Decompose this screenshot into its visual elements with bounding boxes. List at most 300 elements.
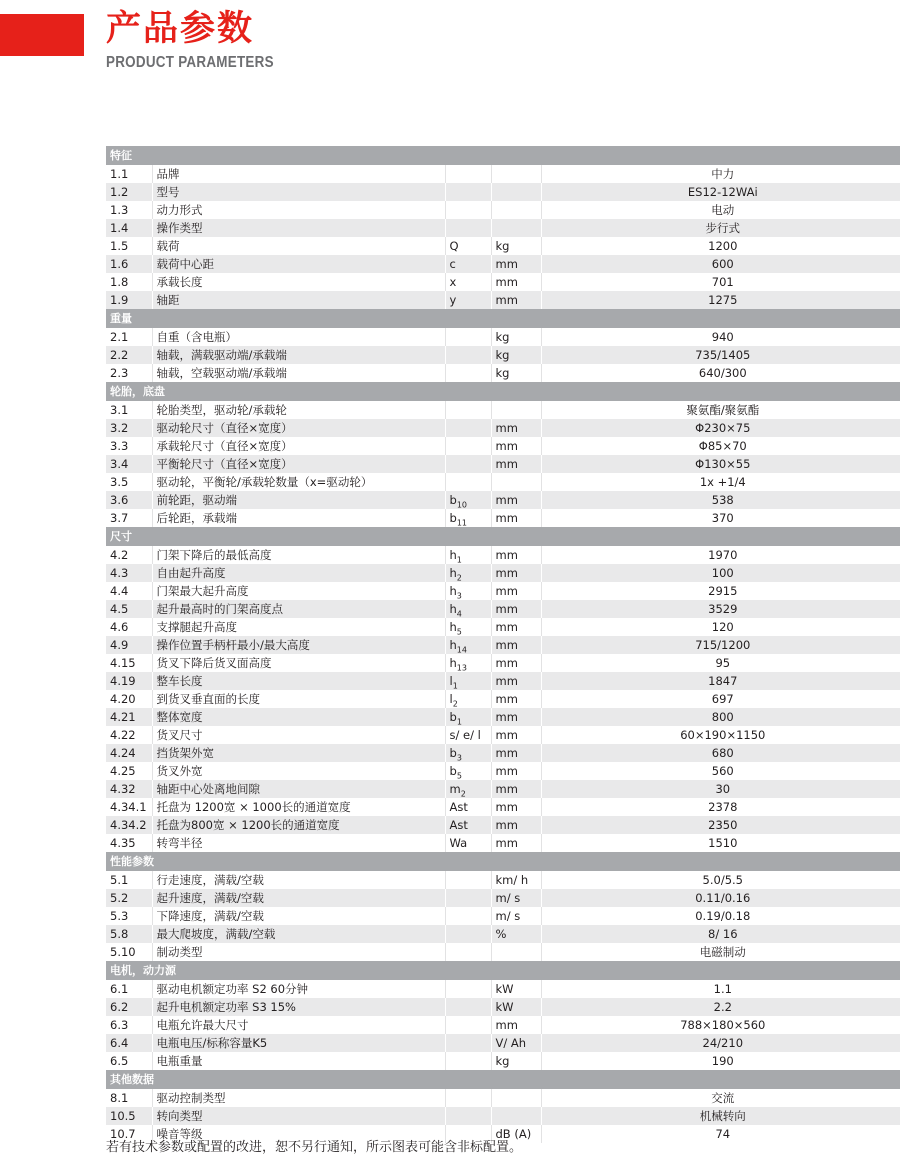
cell-symbol <box>445 744 491 762</box>
cell-description: 驱动电机额定功率 S2 60分钟 <box>152 980 445 998</box>
table-row <box>106 509 900 527</box>
cell-value: 788×180×560 <box>541 1016 900 1034</box>
cell-unit: mm <box>491 636 541 654</box>
cell-description: 托盘为 1200宽 × 1000长的通道宽度 <box>152 798 445 816</box>
cell-value: 190 <box>541 1052 900 1070</box>
page-title: 产品参数 <box>106 9 255 49</box>
cell-value: Φ85×70 <box>541 437 900 455</box>
cell-symbol <box>445 889 491 907</box>
cell-number: 10.7 <box>106 1125 152 1143</box>
cell-description: 挡货架外宽 <box>152 744 445 762</box>
cell-unit: mm <box>491 419 541 437</box>
cell-unit <box>491 943 541 961</box>
cell-unit: kW <box>491 980 541 998</box>
table-row <box>106 998 900 1016</box>
cell-number: 4.24 <box>106 744 152 762</box>
cell-value: 0.11/0.16 <box>541 889 900 907</box>
cell-value: 步行式 <box>541 219 900 237</box>
cell-number: 5.2 <box>106 889 152 907</box>
cell-unit: mm <box>491 690 541 708</box>
symbol-letter: b <box>449 710 457 724</box>
cell-description: 转弯半径 <box>152 834 445 852</box>
cell-description: 起升速度，满载/空载 <box>152 889 445 907</box>
cell-value: 701 <box>541 273 900 291</box>
cell-symbol <box>445 980 491 998</box>
cell-unit: % <box>491 925 541 943</box>
cell-value: 538 <box>541 491 900 509</box>
cell-description: 轴载，空载驱动端/承载端 <box>152 364 445 382</box>
cell-unit: mm <box>491 582 541 600</box>
table-row <box>106 980 900 998</box>
cell-value: 697 <box>541 690 900 708</box>
cell-description: 承载长度 <box>152 273 445 291</box>
cell-number: 4.34.1 <box>106 798 152 816</box>
table-row <box>106 437 900 455</box>
cell-description: 型号 <box>152 183 445 201</box>
table-row <box>106 762 900 780</box>
cell-description: 起升电机额定功率 S3 15% <box>152 998 445 1016</box>
cell-number: 4.4 <box>106 582 152 600</box>
cell-number: 3.7 <box>106 509 152 527</box>
cell-unit: mm <box>491 780 541 798</box>
cell-number: 4.15 <box>106 654 152 672</box>
cell-unit <box>491 401 541 419</box>
cell-unit: kg <box>491 364 541 382</box>
cell-symbol <box>445 183 491 201</box>
cell-unit: mm <box>491 437 541 455</box>
cell-number: 6.2 <box>106 998 152 1016</box>
cell-value: 2378 <box>541 798 900 816</box>
cell-symbol <box>445 491 491 509</box>
cell-number: 4.9 <box>106 636 152 654</box>
cell-value: 2915 <box>541 582 900 600</box>
symbol-subscript: 2 <box>456 573 462 582</box>
cell-description: 电瓶重量 <box>152 1052 445 1070</box>
table-row <box>106 455 900 473</box>
cell-number: 1.9 <box>106 291 152 309</box>
symbol-subscript: 5 <box>456 771 462 780</box>
cell-unit: mm <box>491 708 541 726</box>
cell-symbol: Wa <box>445 834 491 852</box>
symbol-subscript: 3 <box>456 591 462 600</box>
table-row <box>106 726 900 744</box>
cell-value: 95 <box>541 654 900 672</box>
table-row <box>106 690 900 708</box>
cell-value: 600 <box>541 255 900 273</box>
table-row <box>106 925 900 943</box>
cell-number: 2.1 <box>106 328 152 346</box>
header-accent-block <box>0 14 84 56</box>
symbol-letter: h <box>449 602 457 616</box>
cell-unit: mm <box>491 654 541 672</box>
cell-value: 1970 <box>541 546 900 564</box>
cell-description: 后轮距，承载端 <box>152 509 445 527</box>
cell-number: 8.1 <box>106 1089 152 1107</box>
cell-symbol <box>445 201 491 219</box>
table-row <box>106 564 900 582</box>
cell-value: 640/300 <box>541 364 900 382</box>
section-header <box>106 309 900 328</box>
cell-number: 3.1 <box>106 401 152 419</box>
cell-number: 4.19 <box>106 672 152 690</box>
section-header <box>106 852 900 871</box>
cell-value: 120 <box>541 618 900 636</box>
parameters-table <box>106 146 900 1143</box>
section-title: 特征 <box>106 146 900 165</box>
cell-symbol: c <box>445 255 491 273</box>
cell-description: 载荷 <box>152 237 445 255</box>
symbol-subscript: 2 <box>452 699 458 708</box>
cell-number: 1.1 <box>106 165 152 183</box>
table-row <box>106 1107 900 1125</box>
cell-number: 6.1 <box>106 980 152 998</box>
symbol-letter: h <box>449 638 457 652</box>
cell-unit <box>491 183 541 201</box>
cell-symbol <box>445 690 491 708</box>
symbol-letter: b <box>449 511 457 525</box>
cell-symbol <box>445 364 491 382</box>
cell-symbol <box>445 762 491 780</box>
cell-number: 4.22 <box>106 726 152 744</box>
cell-description: 制动类型 <box>152 943 445 961</box>
cell-description: 载荷中心距 <box>152 255 445 273</box>
cell-description: 货叉尺寸 <box>152 726 445 744</box>
cell-unit: mm <box>491 1016 541 1034</box>
table-row <box>106 183 900 201</box>
cell-number: 4.5 <box>106 600 152 618</box>
cell-unit: mm <box>491 744 541 762</box>
cell-symbol: Q <box>445 237 491 255</box>
section-header <box>106 382 900 401</box>
cell-unit <box>491 219 541 237</box>
section-title: 尺寸 <box>106 527 900 546</box>
cell-number: 5.3 <box>106 907 152 925</box>
table-row <box>106 907 900 925</box>
section-header <box>106 527 900 546</box>
cell-symbol <box>445 546 491 564</box>
cell-symbol <box>445 871 491 889</box>
cell-symbol <box>445 1052 491 1070</box>
cell-number: 1.6 <box>106 255 152 273</box>
cell-unit: m/ s <box>491 889 541 907</box>
table-row <box>106 600 900 618</box>
cell-value: 聚氨酯/聚氨酯 <box>541 401 900 419</box>
cell-value: 1847 <box>541 672 900 690</box>
cell-symbol <box>445 600 491 618</box>
table-row <box>106 328 900 346</box>
cell-description: 平衡轮尺寸（直径×宽度） <box>152 455 445 473</box>
cell-number: 4.6 <box>106 618 152 636</box>
cell-unit: mm <box>491 762 541 780</box>
cell-symbol <box>445 618 491 636</box>
cell-value: 60×190×1150 <box>541 726 900 744</box>
symbol-subscript: 10 <box>456 500 467 509</box>
cell-value: 8/ 16 <box>541 925 900 943</box>
symbol-subscript: 2 <box>460 789 466 798</box>
cell-description: 轮胎类型，驱动轮/承载轮 <box>152 401 445 419</box>
cell-number: 6.5 <box>106 1052 152 1070</box>
cell-unit: mm <box>491 273 541 291</box>
cell-number: 5.1 <box>106 871 152 889</box>
cell-description: 货叉外宽 <box>152 762 445 780</box>
cell-number: 10.5 <box>106 1107 152 1125</box>
cell-description: 自重（含电瓶） <box>152 328 445 346</box>
cell-symbol: Ast <box>445 798 491 816</box>
cell-number: 3.2 <box>106 419 152 437</box>
cell-unit: kg <box>491 1052 541 1070</box>
symbol-letter: b <box>449 493 457 507</box>
cell-number: 5.10 <box>106 943 152 961</box>
cell-description: 操作位置手柄杆最小/最大高度 <box>152 636 445 654</box>
cell-symbol <box>445 672 491 690</box>
cell-description: 下降速度，满载/空载 <box>152 907 445 925</box>
cell-unit: mm <box>491 455 541 473</box>
cell-description: 前轮距，驱动端 <box>152 491 445 509</box>
cell-description: 最大爬坡度，满载/空载 <box>152 925 445 943</box>
cell-unit <box>491 1107 541 1125</box>
cell-description: 电瓶电压/标称容量K5 <box>152 1034 445 1052</box>
cell-number: 1.2 <box>106 183 152 201</box>
section-header <box>106 1070 900 1089</box>
symbol-letter: b <box>449 746 457 760</box>
cell-value: 2350 <box>541 816 900 834</box>
cell-unit: mm <box>491 618 541 636</box>
table-row <box>106 744 900 762</box>
cell-description: 驱动控制类型 <box>152 1089 445 1107</box>
symbol-subscript: 3 <box>456 753 462 762</box>
cell-value: 2.2 <box>541 998 900 1016</box>
cell-symbol <box>445 1089 491 1107</box>
cell-description: 品牌 <box>152 165 445 183</box>
cell-value: ES12-12WAi <box>541 183 900 201</box>
table-row <box>106 165 900 183</box>
cell-number: 3.6 <box>106 491 152 509</box>
symbol-subscript: 1 <box>452 681 458 690</box>
cell-value: 机械转向 <box>541 1107 900 1125</box>
cell-unit: mm <box>491 834 541 852</box>
symbol-subscript: 1 <box>456 555 462 564</box>
cell-symbol <box>445 636 491 654</box>
table-row <box>106 889 900 907</box>
cell-symbol <box>445 1016 491 1034</box>
cell-symbol <box>445 165 491 183</box>
cell-value: Φ130×55 <box>541 455 900 473</box>
cell-symbol <box>445 473 491 491</box>
cell-description: 电瓶允许最大尺寸 <box>152 1016 445 1034</box>
symbol-letter: m <box>449 782 461 796</box>
cell-value: 交流 <box>541 1089 900 1107</box>
cell-value: 560 <box>541 762 900 780</box>
cell-symbol: Ast <box>445 816 491 834</box>
table-row <box>106 473 900 491</box>
cell-value: 715/1200 <box>541 636 900 654</box>
table-row <box>106 780 900 798</box>
symbol-letter: h <box>449 656 457 670</box>
cell-symbol <box>445 780 491 798</box>
cell-description: 到货叉垂直面的长度 <box>152 690 445 708</box>
table-row <box>106 654 900 672</box>
table-row <box>106 798 900 816</box>
cell-number: 4.32 <box>106 780 152 798</box>
cell-unit: kW <box>491 998 541 1016</box>
table-row <box>106 237 900 255</box>
cell-description: 噪音等级 <box>152 1125 445 1143</box>
cell-description: 转向类型 <box>152 1107 445 1125</box>
cell-unit: mm <box>491 255 541 273</box>
cell-unit: mm <box>491 672 541 690</box>
cell-description: 门架最大起升高度 <box>152 582 445 600</box>
symbol-letter: l <box>449 692 453 706</box>
cell-unit: mm <box>491 600 541 618</box>
cell-unit: mm <box>491 291 541 309</box>
table-row <box>106 834 900 852</box>
section-title: 性能参数 <box>106 852 900 871</box>
page-subtitle: PRODUCT PARAMETERS <box>106 54 274 71</box>
cell-value: 24/210 <box>541 1034 900 1052</box>
table-row <box>106 219 900 237</box>
cell-number: 1.4 <box>106 219 152 237</box>
cell-value: Φ230×75 <box>541 419 900 437</box>
table-row <box>106 1034 900 1052</box>
cell-value: 1275 <box>541 291 900 309</box>
table-row <box>106 364 900 382</box>
cell-unit <box>491 1089 541 1107</box>
cell-symbol <box>445 582 491 600</box>
footnote: 若有技术参数或配置的改进，恕不另行通知，所示图表可能含非标配置。 <box>106 1140 523 1155</box>
table-row <box>106 943 900 961</box>
section-title: 其他数据 <box>106 1070 900 1089</box>
cell-description: 起升最高时的门架高度点 <box>152 600 445 618</box>
table-row <box>106 871 900 889</box>
cell-description: 承载轮尺寸（直径×宽度） <box>152 437 445 455</box>
cell-symbol <box>445 219 491 237</box>
cell-description: 整车长度 <box>152 672 445 690</box>
cell-symbol <box>445 328 491 346</box>
cell-value: 1510 <box>541 834 900 852</box>
cell-unit: km/ h <box>491 871 541 889</box>
cell-symbol <box>445 708 491 726</box>
symbol-letter: b <box>449 764 457 778</box>
cell-number: 4.20 <box>106 690 152 708</box>
cell-value: 0.19/0.18 <box>541 907 900 925</box>
cell-number: 2.3 <box>106 364 152 382</box>
cell-symbol <box>445 564 491 582</box>
symbol-letter: h <box>449 566 457 580</box>
cell-description: 托盘为800宽 × 1200长的通道宽度 <box>152 816 445 834</box>
cell-number: 4.34.2 <box>106 816 152 834</box>
cell-value: 74 <box>541 1125 900 1143</box>
symbol-letter: h <box>449 620 457 634</box>
cell-description: 动力形式 <box>152 201 445 219</box>
symbol-subscript: 4 <box>456 609 462 618</box>
cell-symbol <box>445 654 491 672</box>
cell-description: 操作类型 <box>152 219 445 237</box>
cell-number: 1.3 <box>106 201 152 219</box>
cell-number: 4.21 <box>106 708 152 726</box>
symbol-subscript: 1 <box>456 717 462 726</box>
cell-unit <box>491 473 541 491</box>
cell-symbol <box>445 907 491 925</box>
section-header <box>106 146 900 165</box>
cell-number: 6.4 <box>106 1034 152 1052</box>
cell-description: 行走速度，满载/空载 <box>152 871 445 889</box>
table-row <box>106 1052 900 1070</box>
cell-description: 轴载，满载驱动端/承载端 <box>152 346 445 364</box>
table-row <box>106 708 900 726</box>
cell-number: 4.35 <box>106 834 152 852</box>
cell-unit: kg <box>491 346 541 364</box>
cell-number: 1.5 <box>106 237 152 255</box>
cell-symbol: x <box>445 273 491 291</box>
cell-description: 门架下降后的最低高度 <box>152 546 445 564</box>
cell-unit <box>491 165 541 183</box>
cell-value: 940 <box>541 328 900 346</box>
table-row <box>106 419 900 437</box>
cell-unit <box>491 201 541 219</box>
cell-description: 整体宽度 <box>152 708 445 726</box>
cell-value: 5.0/5.5 <box>541 871 900 889</box>
cell-symbol <box>445 509 491 527</box>
cell-symbol <box>445 925 491 943</box>
table-row <box>106 291 900 309</box>
cell-description: 轴距中心处离地间隙 <box>152 780 445 798</box>
table-row <box>106 672 900 690</box>
cell-symbol <box>445 998 491 1016</box>
cell-unit: m/ s <box>491 907 541 925</box>
cell-value: 1x +1/4 <box>541 473 900 491</box>
table-row <box>106 582 900 600</box>
cell-value: 370 <box>541 509 900 527</box>
table-row <box>106 636 900 654</box>
cell-symbol <box>445 437 491 455</box>
cell-value: 3529 <box>541 600 900 618</box>
table-row <box>106 201 900 219</box>
table-row <box>106 273 900 291</box>
cell-symbol <box>445 943 491 961</box>
cell-value: 800 <box>541 708 900 726</box>
cell-unit: dB (A) <box>491 1125 541 1143</box>
section-title: 电机，动力源 <box>106 961 900 980</box>
cell-value: 电动 <box>541 201 900 219</box>
cell-symbol <box>445 419 491 437</box>
symbol-letter: h <box>449 584 457 598</box>
cell-value: 1.1 <box>541 980 900 998</box>
table-row <box>106 816 900 834</box>
table-row <box>106 255 900 273</box>
cell-unit: mm <box>491 816 541 834</box>
cell-unit: mm <box>491 564 541 582</box>
cell-symbol <box>445 401 491 419</box>
table-row <box>106 401 900 419</box>
cell-description: 驱动轮尺寸（直径×宽度） <box>152 419 445 437</box>
symbol-letter: h <box>449 548 457 562</box>
section-header <box>106 961 900 980</box>
cell-description: 货叉下降后货叉面高度 <box>152 654 445 672</box>
cell-unit: mm <box>491 546 541 564</box>
cell-unit: kg <box>491 328 541 346</box>
cell-symbol <box>445 346 491 364</box>
cell-value: 电磁制动 <box>541 943 900 961</box>
cell-value: 680 <box>541 744 900 762</box>
cell-unit: mm <box>491 509 541 527</box>
cell-unit: mm <box>491 726 541 744</box>
cell-symbol <box>445 1107 491 1125</box>
table-row <box>106 618 900 636</box>
symbol-subscript: 5 <box>456 627 462 636</box>
cell-symbol <box>445 455 491 473</box>
cell-value: 1200 <box>541 237 900 255</box>
symbol-letter: l <box>449 674 453 688</box>
